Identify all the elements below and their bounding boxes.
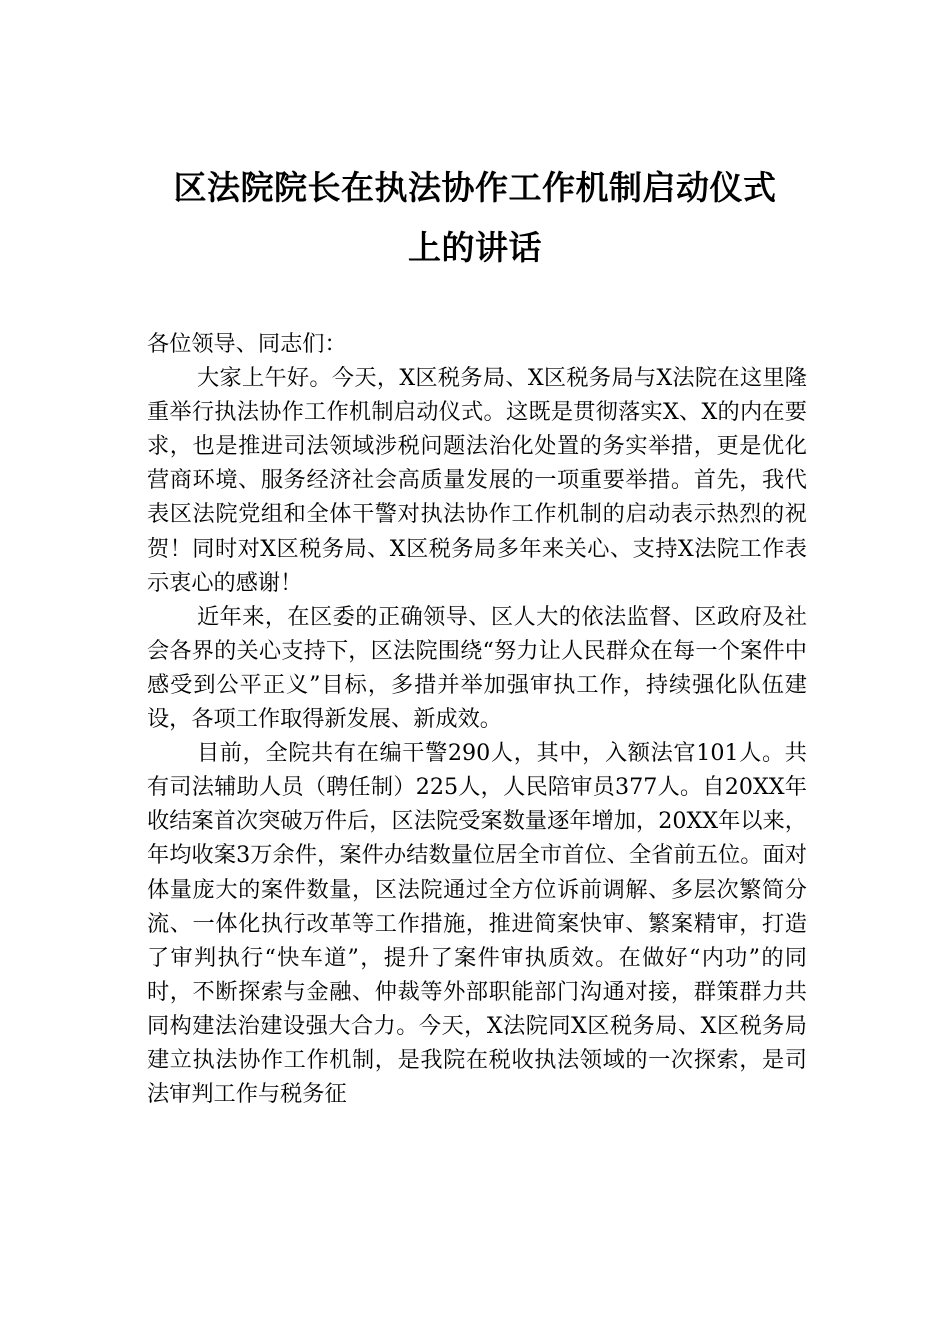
paragraph-2: 近年来，在区委的正确领导、区人大的依法监督、区政府及社会各界的关心支持下，区法院围绕“努力让人民群众在每一个案件中感受到公平正义”目标，多措并举加强审执工作，持续强化队伍建设，各项工作取得新发展、新成效。 [147,603,807,733]
document-body [147,327,807,1111]
salutation: 各位领导、同志们： [147,331,347,357]
paragraph-1: 大家上午好。今天，X区税务局、X区税务局与X法院在这里隆重举行执法协作工作机制启动仪式。这既是贯彻落实X、X的内在要求，也是推进司法领域涉税问题法治化处置的务实举措，更是优化营商环境、服务经济社会高质量发展的一项重要举措。首先，我代表区法院党组和全体干警对执法协作工作机制的启动表示热烈的祝贺！同时对X区税务局、X区税务局多年来关心、支持X法院工作表示衷心的感谢！ [147,365,807,596]
title-line-1: 区法院院长在执法协作工作机制启动仪式 [173,168,777,207]
title-line-2: 上的讲话 [408,228,542,267]
document-title [140,158,810,278]
paragraph-3: 目前，全院共有在编干警290人，其中，入额法官101人。共有司法辅助人员（聘任制）225人，人民陪审员377人。自20XX年收结案首次突破万件后，区法院受案数量逐年增加，20XX年以来，年均收案3万余件，案件办结数量位居全市首位、全省前五位。面对体量庞大的案件数量，区法院通过全方位诉前调解、多层次繁简分流、一体化执行改革等工作措施，推进简案快审、繁案精审，打造了审判执行“快车道”，提升了案件审执质效。在做好“内功”的同时，不断探索与金融、仲裁等外部职能部门沟通对接，群策群力共同构建法治建设强大合力。今天，X法院同X区税务局、X区税务局建立执法协作工作机制，是我院在税收执法领域的一次探索，是司法审判工作与税务征 [147,740,807,1108]
